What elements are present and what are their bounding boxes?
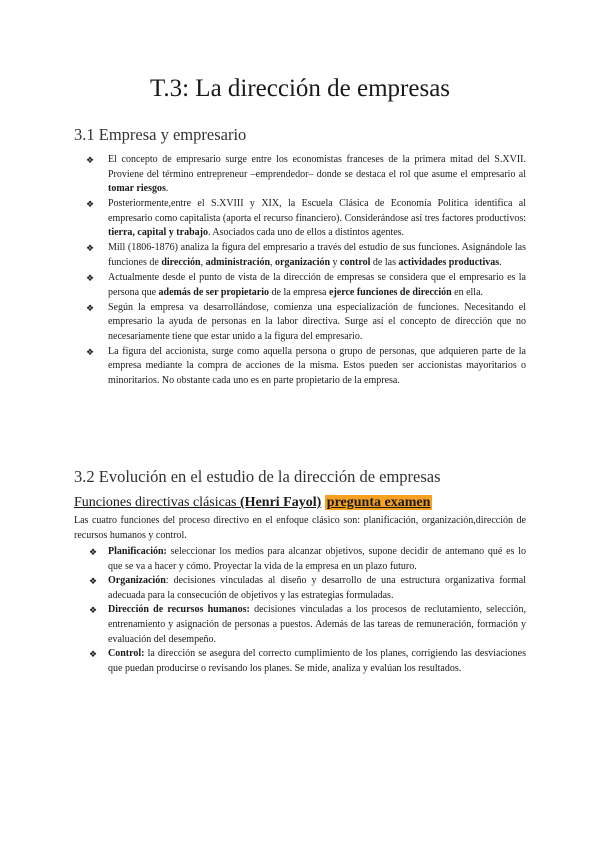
text-run: , [200, 256, 206, 268]
list-item [0, 197, 526, 241]
bold-term: actividades productivas [398, 256, 500, 268]
subheading-plain: Funciones directivas clásicas [74, 495, 241, 510]
list-item [0, 301, 526, 345]
list-item [0, 545, 526, 574]
page-title: T.3: La dirección de empresas [149, 75, 451, 102]
text-run: Según la empresa va desarrollándose, comienza una especialización de funciones. Necesitando el empresario la ayuda de personas en la labor directiva. Surge así el concepto de dirección que no necesariamente tiene que estar unido a la figura del empresario. [108, 301, 526, 342]
text-run: La figura del accionista, surge como aquella persona o grupo de personas, que adquieren parte de la empresa mediante la compra de acciones de la misma. Estos pueden ser accionistas mayoritarios o minoritarios. No obstante cada uno es en parte propietario de la empresa. [108, 345, 526, 386]
text-run: . [499, 256, 502, 268]
list-item [0, 153, 526, 197]
bullet-text [108, 575, 526, 601]
subheading-fayol [74, 494, 432, 512]
bold-term: Organización [108, 575, 166, 587]
diamond-bullet-icon: ❖ [86, 199, 95, 210]
text-run: seleccionar los medios para alcanzar objetivos, supone decidir de antemano qué es lo que se va a hacer y cómo. Proyectar la vida de la empresa en un plazo futuro. [108, 546, 526, 572]
diamond-bullet-icon: ❖ [86, 346, 95, 357]
subheading-bold: (Henri Fayol) [240, 495, 322, 510]
bullet-text [108, 302, 526, 342]
text-run: en ella. [451, 286, 484, 298]
section-heading-empresa: 3.1 Empresa y empresario [74, 125, 247, 144]
text-run: Actualmente desde el punto de vista de la dirección de empresas se considera que el empresario es la persona que [108, 271, 526, 298]
bullet-text [108, 154, 526, 194]
bold-term: tierra, capital y trabajo [108, 227, 208, 239]
list-item [0, 345, 526, 389]
text-run: . [165, 183, 169, 195]
text-run: Posteriormente,entre el S.XVIII y XIX, la Escuela Clásica de Economía Política identifica al empresario como capitalista (aporta el recurso financiero). Considerándose así tres factores productivos: [108, 198, 526, 224]
bold-term: Control: [108, 648, 145, 660]
section-heading-evolucion: 3.2 Evolución en el estudio de la dirección de empresas [74, 467, 441, 486]
empresa-bullet-list [0, 153, 600, 389]
bullet-text [108, 604, 526, 644]
text-run: de la empresa [269, 286, 329, 298]
text-run: , [270, 256, 276, 268]
bold-term: ejerce funciones de dirección [329, 286, 452, 298]
bold-term: organización [275, 256, 331, 268]
bullet-text [108, 546, 526, 572]
bold-term: Planificación: [108, 546, 167, 557]
exam-highlight: pregunta examen [326, 495, 431, 510]
bold-term: además de ser propietario [158, 286, 270, 298]
diamond-bullet-icon: ❖ [89, 547, 98, 557]
text-run: Mill (1806-1876) analiza la figura del empresario a través del estudio de sus funciones. Asignándole las funciones de [108, 242, 526, 268]
bullet-text [108, 198, 526, 238]
diamond-bullet-icon: ❖ [89, 605, 98, 616]
diamond-bullet-icon: ❖ [86, 243, 95, 254]
diamond-bullet-icon: ❖ [89, 649, 98, 660]
bold-term: control [340, 256, 371, 268]
text-run: decisiones vinculadas a los procesos de reclutamiento, selección, entrenamiento y asignación de personas a puestos. Además de las tareas de remuneración, formación y evaluación del desempeño. [108, 604, 526, 645]
list-item [0, 241, 526, 270]
funciones-bullet-list [0, 545, 600, 676]
bullet-text [108, 242, 526, 268]
text-run: : decisiones vinculadas al diseño y desarrollo de una estructura organizativa formal adecuada para la consecución de objetivos y las estrategias formuladas. [108, 575, 526, 601]
bold-term: administración [205, 256, 271, 268]
list-item [0, 647, 526, 676]
intro-paragraph: Las cuatro funciones del proceso directivo en el enfoque clásico son: planificación, organización,dirección de recursos humanos y control. [74, 515, 526, 541]
list-item [0, 271, 526, 300]
bold-term: dirección [161, 256, 201, 268]
diamond-bullet-icon: ❖ [86, 302, 95, 313]
text-run: El concepto de empresario surge entre los economistas franceses de la primera mitad del S.XVII. Proviene del término entrepreneur –emprendedor– donde se destaca el rol que asume el empresario al [108, 154, 526, 180]
bold-term: Dirección de recursos humanos: [108, 604, 250, 616]
bold-term: tomar riesgos [108, 183, 166, 195]
diamond-bullet-icon: ❖ [89, 576, 98, 587]
bullet-text [108, 346, 526, 386]
diamond-bullet-icon: ❖ [86, 272, 95, 283]
text-run: la dirección se asegura del correcto cumplimiento de los planes, corrigiendo las desviaciones que puedan producirse o revisando los planes. Se mide, analiza y evalúan los resultados. [108, 648, 526, 674]
bullet-text [108, 648, 526, 674]
text-run: de las [370, 256, 399, 268]
list-item [0, 574, 526, 603]
list-item [0, 603, 526, 647]
diamond-bullet-icon: ❖ [86, 155, 95, 165]
text-run: . Asociados cada uno de ellos a distintos agentes. [207, 227, 405, 239]
text-run: y [330, 256, 341, 268]
bullet-text [108, 272, 526, 298]
